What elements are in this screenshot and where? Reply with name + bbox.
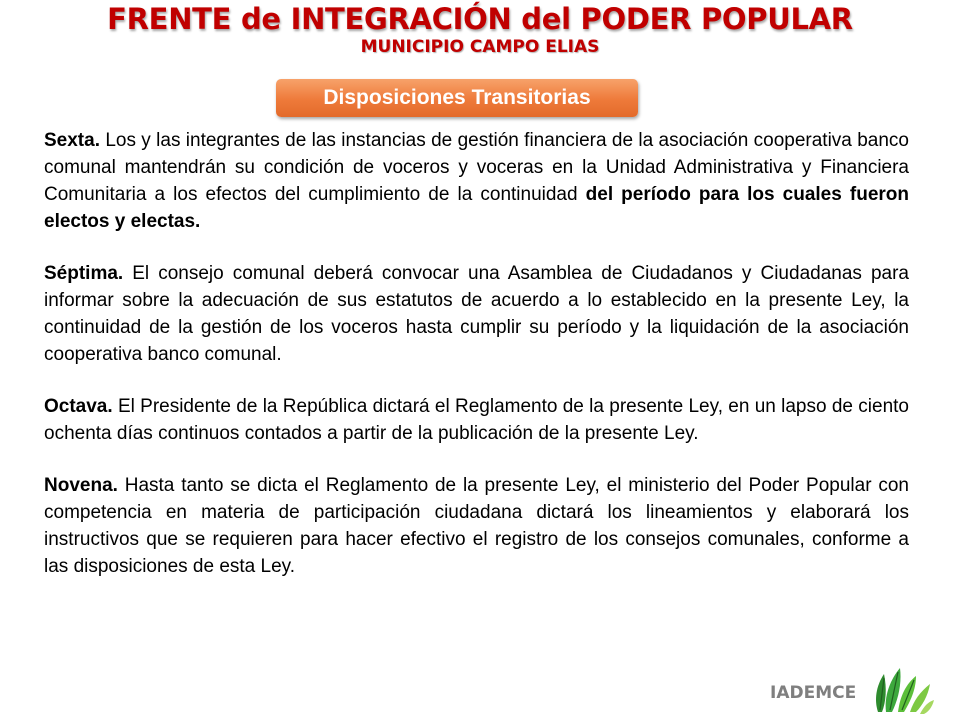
section-badge: Disposiciones Transitorias (276, 79, 638, 117)
footer-brand: IADEMCE (770, 683, 857, 703)
article-heading: Séptima. (44, 263, 124, 284)
page-title: FRENTE de INTEGRACIÓN del PODER POPULAR (107, 2, 853, 36)
article-bold-tail: del período para los cuales fueron electos y electas. (44, 184, 910, 232)
article-novena (44, 472, 909, 580)
article-text: Los y las integrantes de las instancias de gestión financiera de la asociación cooperativa banco comunal mantendrán su condición de voceros y voceras en la Unidad Administrativa y Financiera Comunitaria a los efectos del cumplimiento de la continuidad (44, 130, 909, 205)
article-text: Hasta tanto se dicta el Reglamento de la presente Ley, el ministerio del Poder Popular con competencia en materia de participación ciudadana dictará los lineamientos y elaborará los instructivos que se requieren para hacer efectivo el registro de los consejos comunales, conforme a las disposiciones de esta Ley. (44, 475, 909, 577)
article-heading: Sexta. (44, 130, 100, 151)
article-septima (44, 260, 909, 368)
article-octava (44, 393, 909, 447)
article-text: El Presidente de la República dictará el Reglamento de la presente Ley, en un lapso de ciento ochenta días continuos contados a partir de la publicación de la presente Ley. (44, 396, 909, 444)
green-leaves-logo-icon (872, 662, 936, 716)
article-sexta (44, 127, 909, 235)
page-subtitle: MUNICIPIO CAMPO ELIAS (360, 37, 600, 57)
article-text: El consejo comunal deberá convocar una Asamblea de Ciudadanos y Ciudadanas para informar sobre la adecuación de sus estatutos de acuerdo a lo establecido en la presente Ley, la continuidad de la gestión de los voceros hasta cumplir su período y la liquidación de la asociación cooperativa banco comunal. (44, 263, 909, 365)
document-body (44, 127, 909, 605)
article-heading: Novena. (44, 475, 118, 496)
article-heading: Octava. (44, 396, 113, 417)
